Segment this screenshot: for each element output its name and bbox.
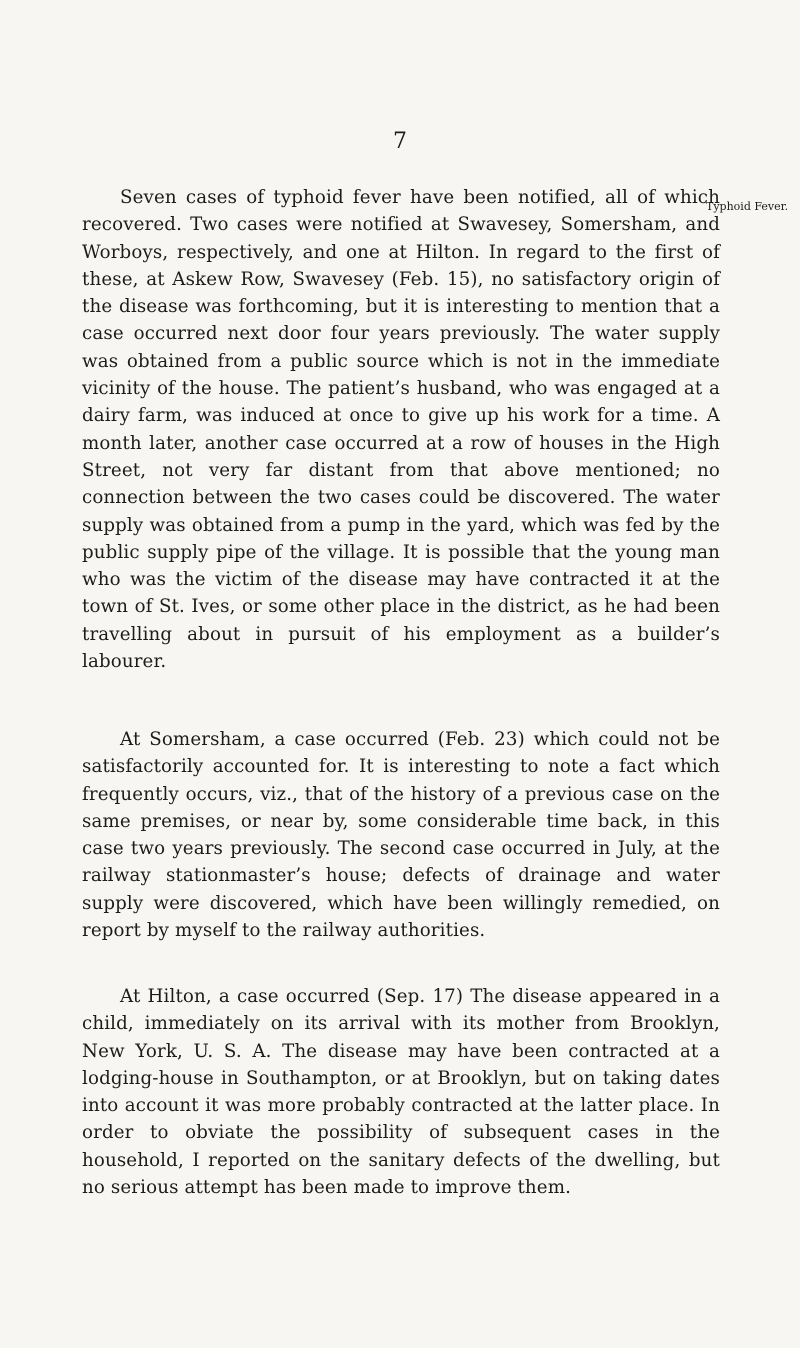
- paragraph-hilton: At Hilton, a case occurred (Sep. 17) The disease appeared in a child, immediately on its arrival with its mother from Brooklyn, New York, U. S. A. The disease may have been contracted at a lodging-house in Southampton, or at Brooklyn, but on taking dates into account it was more probably contracted at the latter place. In order to obviate the possibility of subsequent cases in the household, I reported on the sanitary defects of the dwelling, but no serious attempt has been made to improve them.: [82, 986, 720, 1199]
- paragraph-somersham: At Somersham, a case occurred (Feb. 23) which could not be satisfactorily accounted for. It is interesting to note a fact which frequently occurs, viz., that of the history of a previous case on the same premises, or near by, some considerable time back, in this case two years previously. The second case occurred in July, at the railway stationmaster’s house; defects of drainage and water supply were discovered, which have been willingly remedied, on report by myself to the railway authorities.: [82, 729, 720, 942]
- page-number: 7: [393, 129, 407, 154]
- paragraph-typhoid-cases: Seven cases of typhoid fever have been notified, all of which recovered. Two cases were notified at Swavesey, Somersham, and Worboys, respectively, and one at Hilton. In regard to the first of these, at Askew Row, Swavesey (Feb. 15), no satisfactory origin of the disease was forthcoming, but it is interesting to mention that a case occurred next door four years previously. The water supply was obtained from a public source which is not in the immediate vicinity of the house. The patient’s husband, who was engaged at a dairy farm, was induced at once to give up his work for a time. A month later, another case occurred at a row of houses in the High Street, not very far distant from that above mentioned; no connection between the two cases could be discovered. The water supply was obtained from a pump in the yard, which was fed by the public supply pipe of the village. It is possible that the young man who was the victim of the disease may have contracted it at the town of St. Ives, or some other place in the district, as he had been travelling about in pursuit of his employment as a builder’s labourer.: [82, 187, 720, 673]
- margin-note: Typhoid Fever.: [706, 200, 789, 213]
